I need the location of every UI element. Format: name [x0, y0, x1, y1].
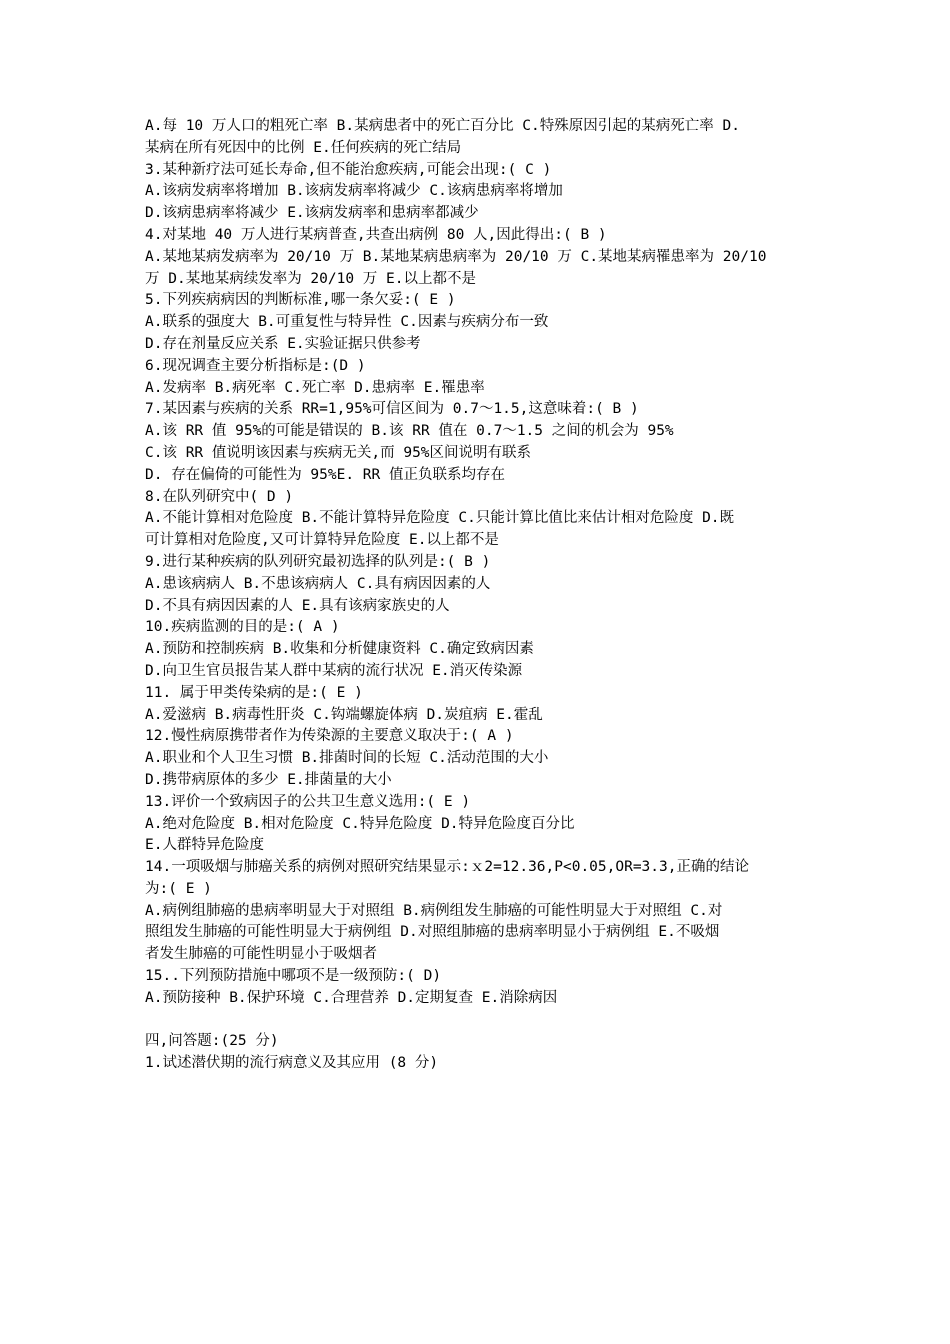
text-line: 可计算相对危险度,又可计算特异危险度 E.以上都不是: [145, 532, 499, 549]
text-line: A.该病发病率将增加 B.该病发病率将减少 C.该病患病率将增加: [145, 183, 563, 200]
text-line: A.该 RR 值 95%的可能是错误的 B.该 RR 值在 0.7～1.5 之间的机会为 95%: [145, 423, 674, 440]
question-9: 9.进行某种疾病的队列研究最初选择的队列是:( B ): [145, 553, 491, 570]
text-line: A.职业和个人卫生习惯 B.排菌时间的长短 C.活动范围的大小: [145, 750, 549, 767]
text-line: 万 D.某地某病续发率为 20/10 万 E.以上都不是: [145, 270, 476, 287]
text-line: D.该病患病率将减少 E.该病发病率和患病率都减少: [145, 205, 479, 222]
question-4: 4.对某地 40 万人进行某病普查,共查出病例 80 人,因此得出:( B ): [145, 226, 607, 243]
text-line: 为:( E ): [145, 880, 212, 897]
essay-question-1: 1.试述潜伏期的流行病意义及其应用 (8 分): [145, 1055, 439, 1072]
question-6: 6.现况调查主要分析指标是:(D ): [145, 357, 366, 374]
text-line: A.预防和控制疾病 B.收集和分析健康资料 C.确定致病因素: [145, 641, 534, 658]
text-line: A.病例组肺癌的患病率明显大于对照组 B.病例组发生肺癌的可能性明显大于对照组 C.对: [145, 902, 723, 919]
text-line: D.向卫生官员报告某人群中某病的流行状况 E.消灭传染源: [145, 662, 523, 679]
question-15: 15..下列预防措施中哪项不是一级预防:( D): [145, 968, 442, 985]
question-3: 3.某种新疗法可延长寿命,但不能治愈疾病,可能会出现:( C ): [145, 161, 552, 178]
text-line: D.不具有病因因素的人 E.具有该病家族史的人: [145, 597, 450, 614]
text-line: A.发病率 B.病死率 C.死亡率 D.患病率 E.罹患率: [145, 379, 485, 396]
text-line: A.某地某病发病率为 20/10 万 B.某地某病患病率为 20/10 万 C.某地某病罹患率为 20/10: [145, 248, 767, 265]
text-line: A.预防接种 B.保护环境 C.合理营养 D.定期复查 E.消除病因: [145, 989, 558, 1006]
section-heading: 四,问答题:(25 分): [145, 1033, 279, 1050]
text-line: A.每 10 万人口的粗死亡率 B.某病患者中的死亡百分比 C.特殊原因引起的某病死亡率 D.: [145, 118, 740, 134]
blank-line: [145, 1010, 810, 1032]
text-line: A.患该病病人 B.不患该病病人 C.具有病因因素的人: [145, 575, 491, 592]
question-12: 12.慢性病原携带者作为传染源的主要意义取决于:( A ): [145, 728, 514, 745]
question-11: 11. 属于甲类传染病的是:( E ): [145, 684, 363, 701]
question-14: 14.一项吸烟与肺癌关系的病例对照研究结果显示:ｘ2=12.36,P<0.05,OR=3.3,正确的结论: [145, 859, 749, 876]
question-8: 8.在队列研究中( D ): [145, 488, 294, 505]
text-line: 照组发生肺癌的可能性明显大于病例组 D.对照组肺癌的患病率明显小于病例组 E.不吸烟: [145, 924, 720, 941]
question-13: 13.评价一个致病因子的公共卫生意义选用:( E ): [145, 793, 471, 810]
text-line: E.人群特异危险度: [145, 837, 264, 854]
text-line: C.该 RR 值说明该因素与疾病无关,而 95%区间说明有联系: [145, 444, 532, 461]
text-line: A.不能计算相对危险度 B.不能计算特异危险度 C.只能计算比值比来估计相对危险度 D.既: [145, 510, 735, 527]
text-line: D. 存在偏倚的可能性为 95%E. RR 值正负联系均存在: [145, 466, 505, 483]
text-line: D.存在剂量反应关系 E.实验证据只供参考: [145, 335, 421, 352]
question-10: 10.疾病监测的目的是:( A ): [145, 619, 340, 636]
question-5: 5.下列疾病病因的判断标准,哪一条欠妥:( E ): [145, 292, 456, 309]
text-line: A.联系的强度大 B.可重复性与特异性 C.因素与疾病分布一致: [145, 314, 549, 331]
text-line: D.携带病原体的多少 E.排菌量的大小: [145, 771, 392, 788]
text-line: A.绝对危险度 B.相对危险度 C.特异危险度 D.特异危险度百分比: [145, 815, 575, 832]
text-line: 某病在所有死因中的比例 E.任何疾病的死亡结局: [145, 139, 462, 156]
text-line: A.爱滋病 B.病毒性肝炎 C.钩端螺旋体病 D.炭疽病 E.霍乱: [145, 706, 543, 723]
document-body: [145, 116, 810, 1075]
question-7: 7.某因素与疾病的关系 RR=1,95%可信区间为 0.7～1.5,这意味着:( B ): [145, 401, 639, 418]
text-line: 者发生肺癌的可能性明显小于吸烟者: [145, 946, 377, 963]
